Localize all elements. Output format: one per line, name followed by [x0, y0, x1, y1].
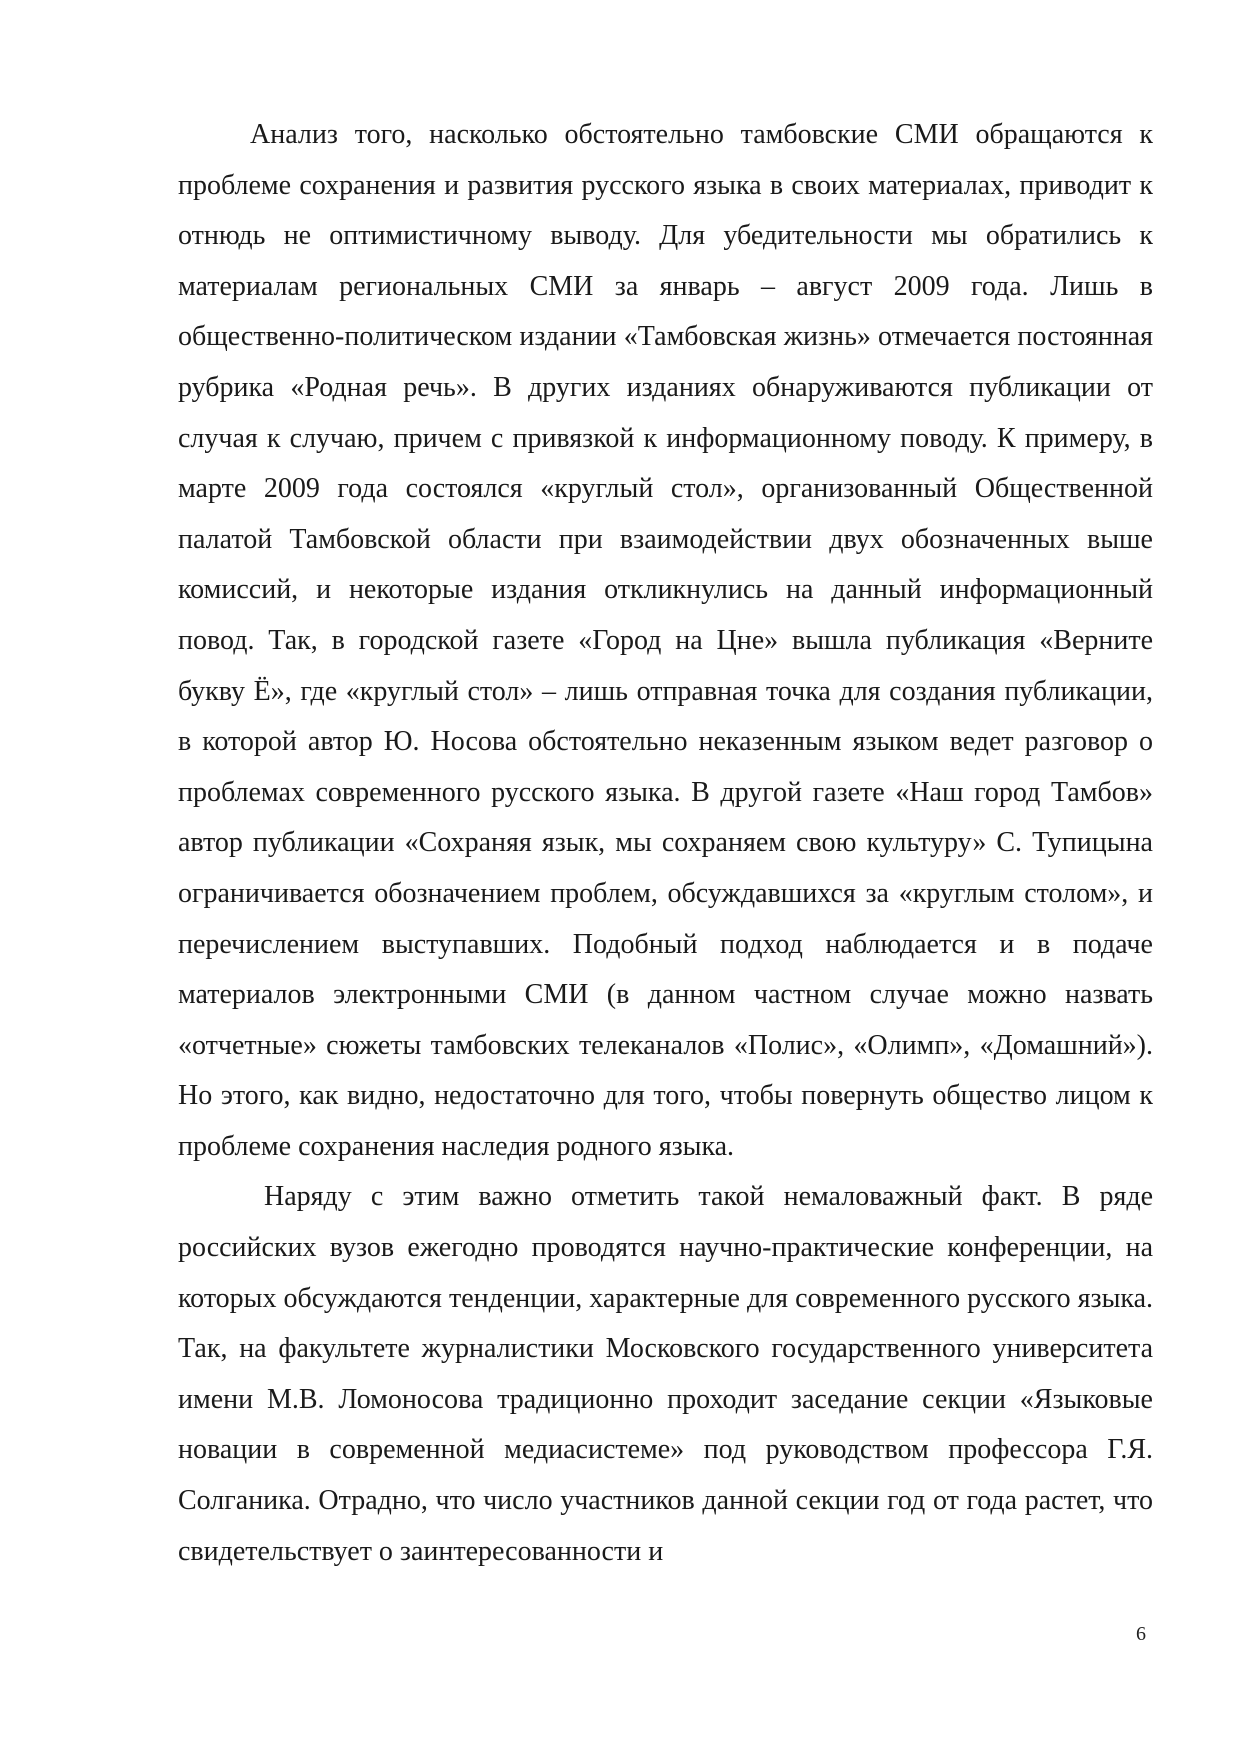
paragraph-1: Анализ того, насколько обстоятельно тамбовские СМИ обращаются к проблеме сохранения и развития русского языка в своих материалах, приводит к отнюдь не оптимистичному выводу. Для убедительности мы обратились к материалам региональных СМИ за январь – август 2009 года. Лишь в общественно-политическом издании «Тамбовская жизнь» отмечается постоянная рубрика «Родная речь». В других изданиях обнаруживаются публикации от случая к случаю, причем с привязкой к информационному поводу. К примеру, в марте 2009 года состоялся «круглый стол», организованный Общественной палатой Тамбовской области при взаимодействии двух обозначенных выше комиссий, и некоторые издания откликнулись на данный информационный повод. Так, в городской газете «Город на Цне» вышла публикация «Верните букву Ё», где «круглый стол» – лишь отправная точка для создания публикации, в которой автор Ю. Носова обстоятельно неказенным языком ведет разговор о проблемах современного русского языка. В другой газете «Наш город Тамбов» автор публикации «Сохраняя язык, мы сохраняем свою культуру» С. Тупицына ограничивается обозначением проблем, обсуждавшихся за «круглым столом», и перечислением выступавших. Подобный подход наблюдается и в подаче материалов электронными СМИ (в данном частном случае можно назвать «отчетные» сюжеты тамбовских телеканалов «Полис», «Олимп», «Домашний»). Но этого, как видно, недостаточно для того, чтобы повернуть общество лицом к проблеме сохранения наследия родного языка.: [178, 119, 1153, 1162]
body-text: [178, 110, 1153, 1577]
page-number: 6: [1136, 1623, 1146, 1645]
paragraph-2: Наряду с этим важно отметить такой немаловажный факт. В ряде российских вузов ежегодно проводятся научно-практические конференции, на которых обсуждаются тенденции, характерные для современного русского языка. Так, на факультете журналистики Московского государственного университета имени М.В. Ломоносова традиционно проходит заседание секции «Языковые новации в современной медиасистеме» под руководством профессора Г.Я. Солганика. Отрадно, что число участников данной секции год от года растет, что свидетельствует о заинтересованности и: [178, 1181, 1153, 1567]
